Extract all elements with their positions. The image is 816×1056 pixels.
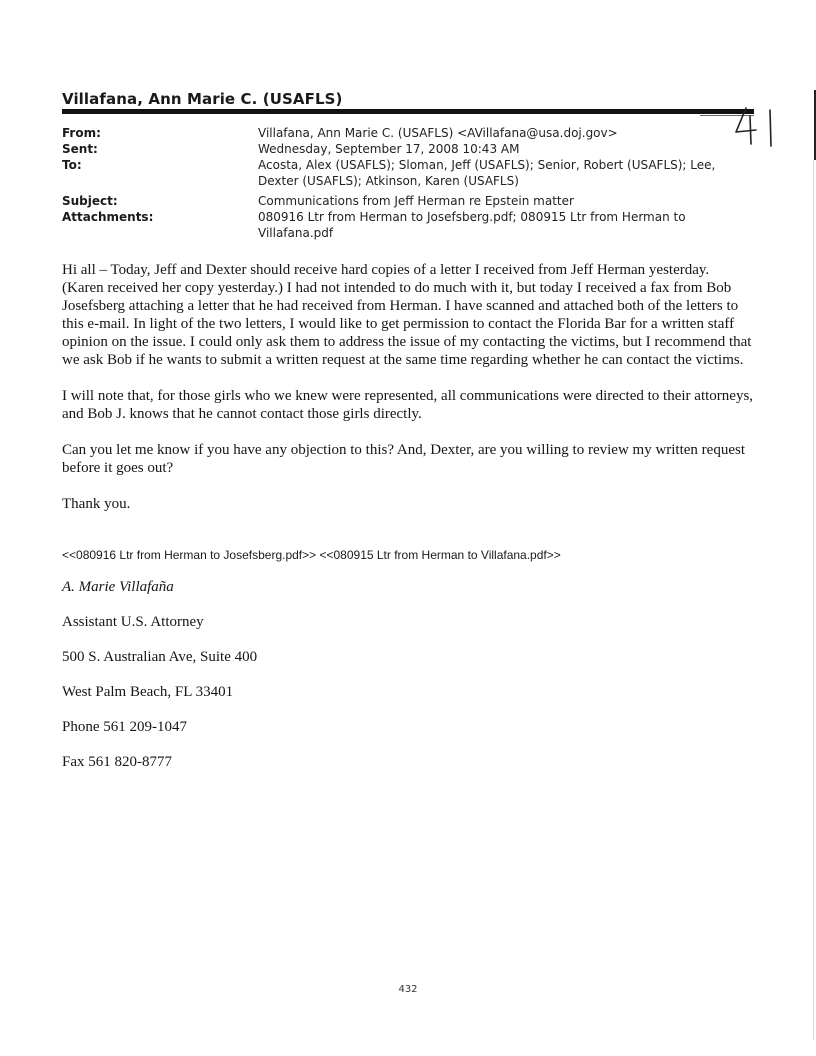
header-to-row: [62, 157, 752, 189]
header-subject-value: Communications from Jeff Herman re Epstein matter: [258, 194, 574, 208]
header-sent-row: [62, 141, 752, 157]
page-number: 432: [398, 984, 418, 995]
body-paragraph-1: Hi all – Today, Jeff and Dexter should receive hard copies of a letter I received from Jeff Herman yesterday. (Karen received her copy yesterday.) I had not intended to do much with it, but today I received a fax from Bob Josefsberg attaching a letter that he had received from Herman. I have scanned and attached both of the letters to this e-mail. In light of the two letters, I would like to get permission to contact the Florida Bar for a written staff opinion on the issue. I could only ask them to address the issue of my contacting the victims, but I recommend that we ask Bob if he wants to submit a written request at the same time regarding whether he can contact the victims.: [62, 262, 752, 368]
signature-title: Assistant U.S. Attorney: [62, 614, 204, 630]
header-subject-row: [62, 193, 752, 209]
header-sent-label: Sent:: [62, 142, 98, 156]
header-subject-label: Subject:: [62, 194, 118, 208]
email-body: [62, 261, 754, 531]
email-headers: [62, 125, 752, 241]
attachment-references: <<080916 Ltr from Herman to Josefsberg.pdf>> <<080915 Ltr from Herman to Villafana.pdf>>: [62, 548, 561, 562]
body-paragraph-4: Thank you.: [62, 496, 131, 512]
sender-heading: Villafana, Ann Marie C. (USAFLS): [62, 90, 343, 108]
header-from-label: From:: [62, 126, 101, 140]
signature-address-line-2: West Palm Beach, FL 33401: [62, 684, 234, 700]
signature-name: A. Marie Villafaña: [62, 579, 174, 595]
body-paragraph-2: I will note that, for those girls who we knew were represented, all communications were directed to their attorneys, and Bob J. knows that he cannot contact those girls directly.: [62, 388, 754, 422]
signature-fax: Fax 561 820-8777: [62, 754, 172, 770]
signature-address-line-1: 500 S. Australian Ave, Suite 400: [62, 649, 258, 665]
header-from-value: Villafana, Ann Marie C. (USAFLS) <AVillafana@usa.doj.gov>: [258, 126, 618, 140]
header-to-value: Acosta, Alex (USAFLS); Sloman, Jeff (USAFLS); Senior, Robert (USAFLS); Lee, Dexter (USAFLS); Atkinson, Karen (USAFLS): [258, 158, 716, 188]
header-attachments-value: 080916 Ltr from Herman to Josefsberg.pdf; 080915 Ltr from Herman to Villafana.pdf: [258, 210, 686, 240]
header-from-row: [62, 125, 752, 141]
header-to-label: To:: [62, 158, 82, 172]
signature-phone: Phone 561 209-1047: [62, 719, 187, 735]
signature-block: [62, 577, 462, 787]
header-attachments-label: Attachments:: [62, 210, 154, 224]
body-paragraph-3: Can you let me know if you have any objection to this? And, Dexter, are you willing to review my written request before it goes out?: [62, 442, 745, 476]
header-attachments-row: [62, 209, 752, 241]
header-sent-value: Wednesday, September 17, 2008 10:43 AM: [258, 142, 520, 156]
scan-edge-line: [813, 160, 814, 1040]
heading-rule: [62, 109, 754, 114]
